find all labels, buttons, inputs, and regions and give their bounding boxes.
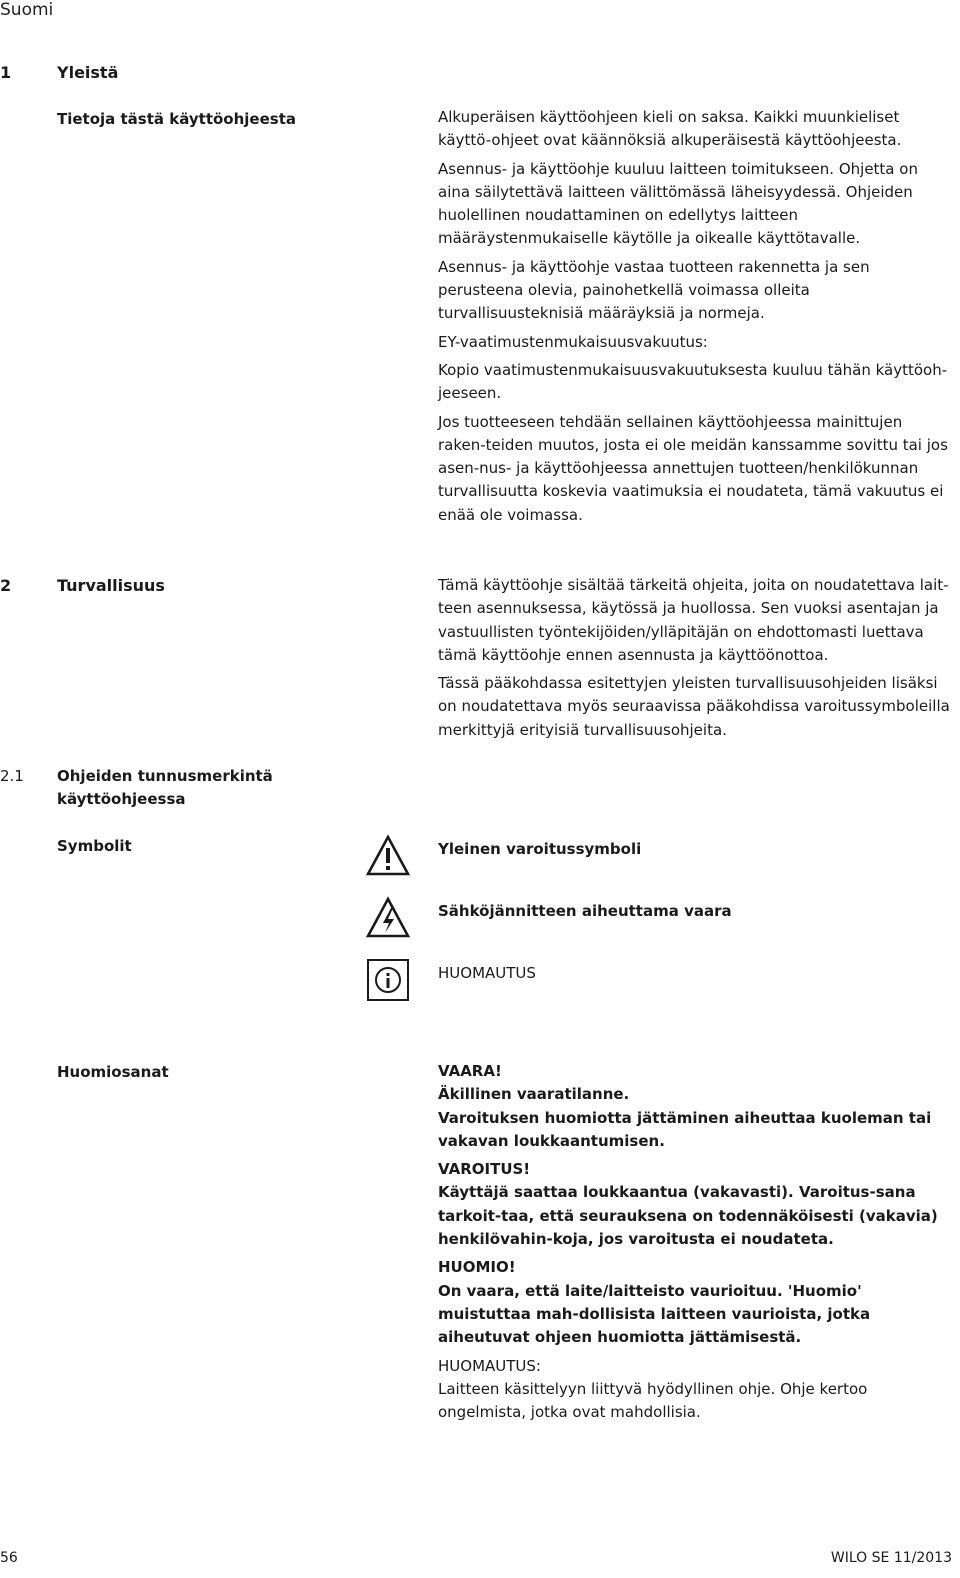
electric-hazard-icon xyxy=(366,896,410,940)
publisher-info: WILO SE 11/2013 xyxy=(830,1550,952,1566)
section-2-1-title xyxy=(57,765,273,811)
symbols-label: Symbolit xyxy=(57,837,132,855)
symbol-label-general-warning: Yleinen varoitussymboli xyxy=(438,840,642,858)
paragraph-delivery: Asennus- ja käyttöohje kuuluu laitteen toimitukseen. Ohjetta on aina säilytettävä laitteen välittömässä läheisyydessä. Ohjeiden huolellinen noudattaminen on edellytys laitteen määräystenmukaiselle käytölle ja oikealle käyttötavalle. xyxy=(438,159,918,248)
signal-word-caution-line1: On vaara, että laite/laitteisto vaurioituu. 'Huomio' muistuttaa mah-dollisista laitteen vaurioista, jotka aiheutuvat ohjeen huomiotta jättämisestä. xyxy=(438,1281,871,1347)
paragraph-validity: Jos tuotteeseen tehdään sellainen käyttöohjeessa mainittujen raken-teiden muutos, josta ei ole meidän kanssamme sovittu tai jos asen-nus- ja käyttöohjeessa annettujen tuotteen/henkilökunnan turvallisuutta koskevia vaatimuksia ei noudateta, tämä vakuutus ei enää ole voimassa. xyxy=(438,412,948,524)
section-2-1-title-line1: Ohjeiden tunnusmerkintä xyxy=(57,767,273,785)
paragraph-safety-intro: Tämä käyttöohje sisältää tärkeitä ohjeita, joita on noudatettava lait-teen asennuksessa, käytössä ja huollossa. Sen vuoksi asentajan ja vastuullisten työntekijöiden/ylläpitäjän on ehdottomasti luettava tämä käyttöohje ennen asennusta ja käyttöönottoa. xyxy=(438,576,949,664)
section-1-number: 1 xyxy=(0,63,12,82)
section-2-title: Turvallisuus xyxy=(57,576,165,595)
signal-words-label: Huomiosanat xyxy=(57,1063,169,1081)
signal-word-danger-line1: Äkillinen vaaratilanne. xyxy=(438,1085,630,1104)
signal-words-list xyxy=(438,1060,952,1424)
signal-word-danger: VAARA! xyxy=(438,1062,502,1080)
section-2-body xyxy=(438,574,952,747)
signal-word-danger-line2: Varoituksen huomiotta jättäminen aiheuttaa kuoleman tai vakavan loukkaantumisen. xyxy=(438,1108,932,1150)
page-language: Suomi xyxy=(0,0,54,20)
paragraph-original-language: Alkuperäisen käyttöohjeen kieli on saksa. Kaikki muunkieliset käyttö-ohjeet ovat käännöksiä alkuperäisestä käyttöohjeesta. xyxy=(438,108,902,150)
paragraph-ec-declaration-label: EY-vaatimustenmukaisuusvakuutus: xyxy=(438,332,708,351)
signal-word-warning-line1: Käyttäjä saattaa loukkaantua (vakavasti). Varoitus-sana tarkoit-taa, että seurauksena on todennäköisesti (vakavia) henkilövahin-koja, jos varoitusta ei noudateta. xyxy=(438,1183,938,1249)
warning-triangle-icon xyxy=(366,834,410,878)
symbol-label-electric-hazard: Sähköjännitteen aiheuttama vaara xyxy=(438,902,732,920)
section-1-body xyxy=(438,106,952,532)
section-1-subheading: Tietoja tästä käyttöohjeesta xyxy=(57,110,296,128)
signal-word-danger-block xyxy=(438,1060,952,1153)
paragraph-ec-declaration: Kopio vaatimustenmukaisuusvakuutuksesta kuuluu tähän käyttöoh-jeeseen. xyxy=(438,360,948,403)
signal-word-note-line1: Laitteen käsittelyyn liittyvä hyödyllinen ohje. Ohje kertoo ongelmista, jotka ovat mahdollisia. xyxy=(438,1379,868,1422)
paragraph-safety-additional: Tässä pääkohdassa esitettyjen yleisten turvallisuusohjeiden lisäksi on noudatettava myös seuraavissa pääkohdissa varoitussymboleilla merkittyjä erityisiä turvallisuusohjeita. xyxy=(438,674,950,739)
signal-word-caution: HUOMIO! xyxy=(438,1258,516,1277)
info-icon xyxy=(366,958,410,1002)
signal-word-caution-block xyxy=(438,1256,952,1349)
section-2-1-title-line2: käyttöohjeessa xyxy=(57,790,186,808)
signal-word-warning: VAROITUS! xyxy=(438,1160,531,1179)
symbol-row-general-warning xyxy=(366,834,956,878)
symbol-row-note xyxy=(366,958,956,1002)
section-2-number: 2 xyxy=(0,576,12,595)
signal-word-warning-block xyxy=(438,1158,952,1251)
section-1-title: Yleistä xyxy=(57,63,119,82)
page-number: 56 xyxy=(0,1550,18,1566)
section-2-1-number: 2.1 xyxy=(0,767,24,785)
symbol-row-electric-hazard xyxy=(366,896,956,940)
signal-word-note: HUOMAUTUS: xyxy=(438,1356,541,1375)
signal-word-note-block xyxy=(438,1355,952,1425)
paragraph-standards: Asennus- ja käyttöohje vastaa tuotteen rakennetta ja sen perusteena olevia, painohetkellä voimassa olleita turvallisuusteknisiä määräyksiä ja normeja. xyxy=(438,257,870,323)
symbol-label-note: HUOMAUTUS xyxy=(438,964,536,982)
